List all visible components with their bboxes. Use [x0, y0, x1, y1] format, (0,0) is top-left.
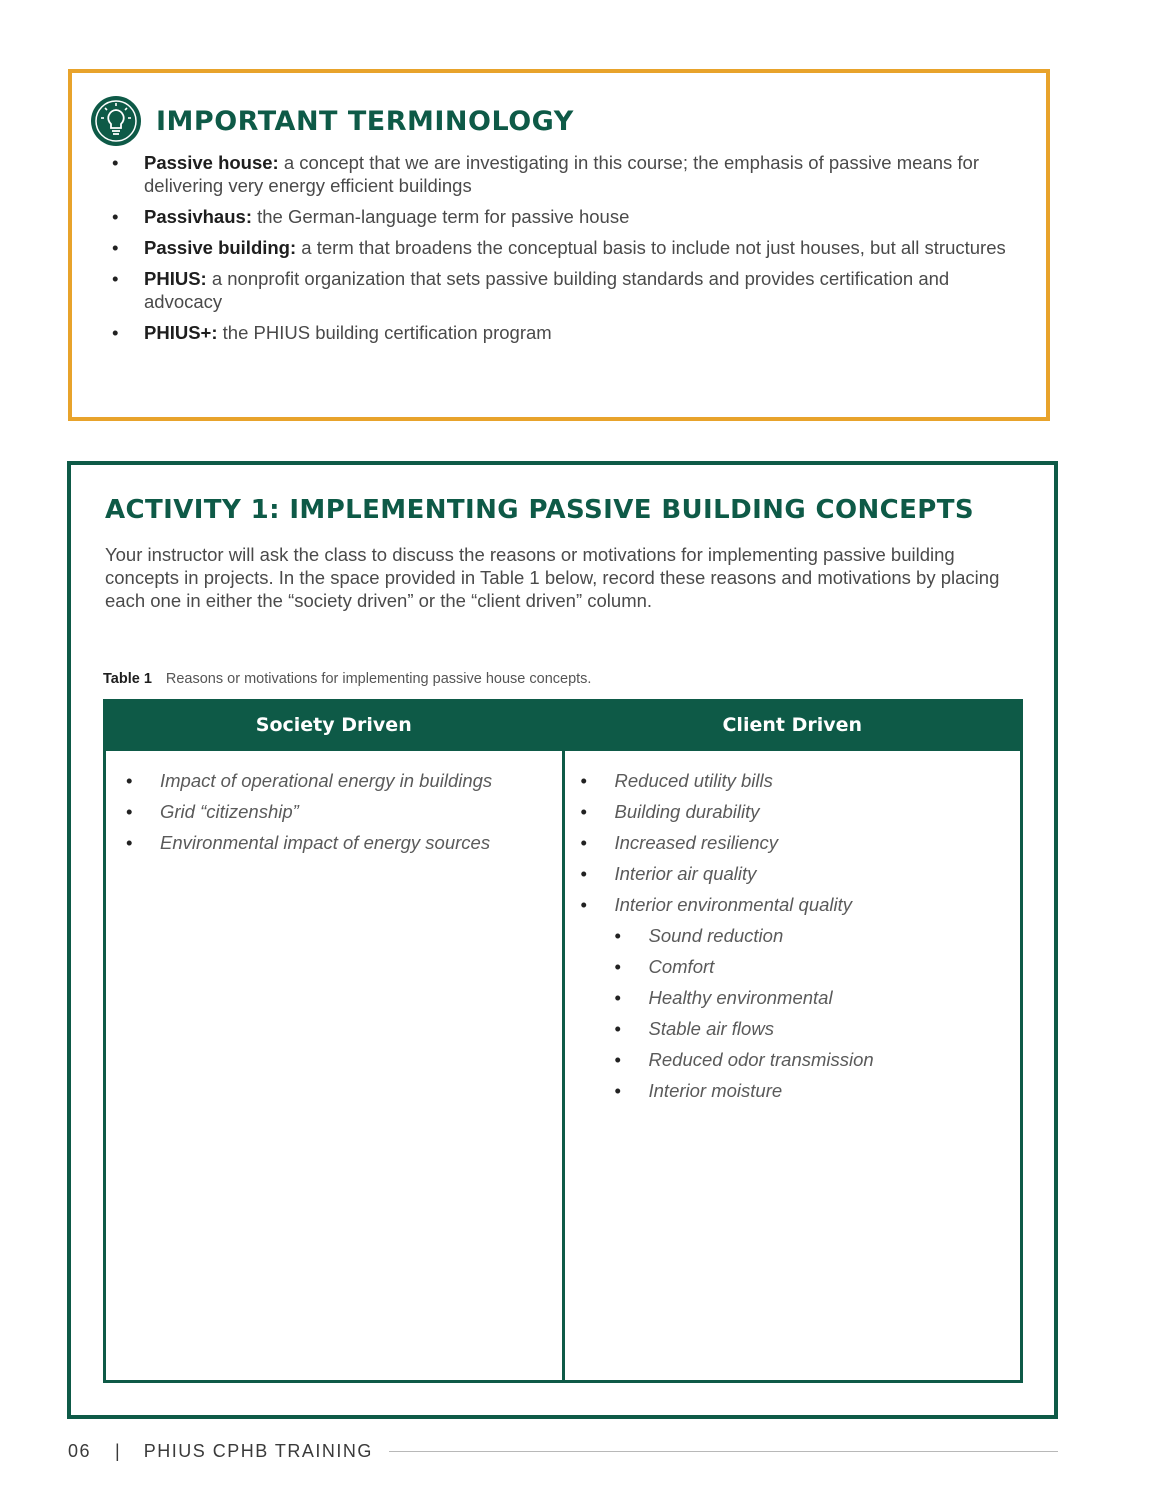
- item-text: Interior environmental quality: [614, 894, 853, 915]
- item-text: Reduced utility bills: [614, 770, 773, 791]
- table-caption: [103, 671, 591, 687]
- list-item: [565, 765, 1021, 796]
- lightbulb-icon: [90, 95, 142, 147]
- bullet: •: [112, 152, 119, 173]
- term: Passive building:: [144, 237, 297, 258]
- item-text: Environmental impact of energy sources: [160, 832, 491, 853]
- item-text: Interior air quality: [614, 863, 757, 884]
- bullet: •: [126, 801, 133, 822]
- sub-list-item: [565, 1075, 1021, 1106]
- client-list: [565, 765, 1021, 1106]
- list-item: [565, 796, 1021, 827]
- list-item: [565, 889, 1021, 920]
- bullet: •: [112, 237, 119, 258]
- society-list: [106, 765, 562, 858]
- item-text: Comfort: [648, 956, 715, 977]
- bullet: •: [614, 1018, 621, 1039]
- sub-list-item: [565, 1013, 1021, 1044]
- definition: the PHIUS building certification program: [217, 322, 552, 343]
- item-text: Building durability: [614, 801, 760, 822]
- terminology-list: [112, 151, 1012, 352]
- client-driven-cell[interactable]: [563, 750, 1022, 1382]
- footer-title: PHIUS CPHB TRAINING: [143, 1441, 373, 1461]
- item-text: Increased resiliency: [614, 832, 778, 853]
- column-header-client: Client Driven: [563, 701, 1022, 750]
- bullet: •: [580, 894, 587, 915]
- list-item: [565, 858, 1021, 889]
- motivations-table: [103, 699, 1023, 1383]
- bullet: •: [580, 801, 587, 822]
- definition: the German-language term for passive house: [251, 206, 630, 227]
- list-item: [112, 267, 1012, 313]
- bullet: •: [614, 987, 621, 1008]
- sub-list-item: [565, 1044, 1021, 1075]
- term: PHIUS:: [144, 268, 207, 289]
- terminology-box: [68, 69, 1050, 421]
- bullet: •: [112, 268, 119, 289]
- item-text: Stable air flows: [648, 1018, 774, 1039]
- bullet: •: [614, 956, 621, 977]
- item-text: Healthy environmental: [648, 987, 833, 1008]
- page-number: 06: [68, 1441, 92, 1461]
- list-item: [106, 765, 562, 796]
- definition: a nonprofit organization that sets passive building standards and provides certification and advocacy: [144, 268, 950, 312]
- sub-list-item: [565, 982, 1021, 1013]
- page-footer: [68, 1441, 1058, 1462]
- footer-divider: [389, 1451, 1058, 1452]
- term: Passive house:: [144, 152, 279, 173]
- bullet: •: [112, 206, 119, 227]
- list-item: [112, 151, 1012, 197]
- list-item: [112, 236, 1012, 259]
- list-item: [106, 796, 562, 827]
- term: PHIUS+:: [144, 322, 218, 343]
- sub-list-item: [565, 920, 1021, 951]
- list-item: [112, 321, 1012, 344]
- bullet: •: [614, 1080, 621, 1101]
- bullet: •: [580, 863, 587, 884]
- activity-box: [67, 461, 1058, 1419]
- activity-description: Your instructor will ask the class to discuss the reasons or motivations for implementing passive building concepts in projects. In the space provided in Table 1 below, record these reasons and motivations by placing each one in either the “society driven” or the “client driven” column.: [105, 544, 1000, 611]
- item-text: Interior moisture: [648, 1080, 783, 1101]
- bullet: •: [614, 1049, 621, 1070]
- list-item: [565, 827, 1021, 858]
- list-item: [106, 827, 562, 858]
- column-header-society: Society Driven: [105, 701, 564, 750]
- society-driven-cell[interactable]: [105, 750, 564, 1382]
- definition: a concept that we are investigating in this course; the emphasis of passive means for delivering very energy efficient buildings: [144, 152, 979, 196]
- definition: a term that broadens the conceptual basis to include not just houses, but all structures: [296, 237, 1006, 258]
- item-text: Grid “citizenship”: [160, 801, 299, 822]
- bullet: •: [580, 770, 587, 791]
- terminology-title: IMPORTANT TERMINOLOGY: [156, 105, 574, 137]
- table-caption-text: Reasons or motivations for implementing passive house concepts.: [165, 671, 592, 687]
- footer-separator: |: [115, 1441, 120, 1461]
- terminology-header: [90, 95, 574, 147]
- item-text: Sound reduction: [648, 925, 784, 946]
- bullet: •: [126, 832, 133, 853]
- bullet: •: [112, 322, 119, 343]
- bullet: •: [614, 925, 621, 946]
- bullet: •: [580, 832, 587, 853]
- sub-list-item: [565, 951, 1021, 982]
- table-caption-label: Table 1: [103, 671, 152, 687]
- item-text: Impact of operational energy in buildings: [160, 770, 493, 791]
- list-item: [112, 205, 1012, 228]
- term: Passivhaus:: [144, 206, 252, 227]
- bullet: •: [126, 770, 133, 791]
- item-text: Reduced odor transmission: [648, 1049, 874, 1070]
- activity-title: ACTIVITY 1: IMPLEMENTING PASSIVE BUILDING CONCEPTS: [105, 495, 975, 525]
